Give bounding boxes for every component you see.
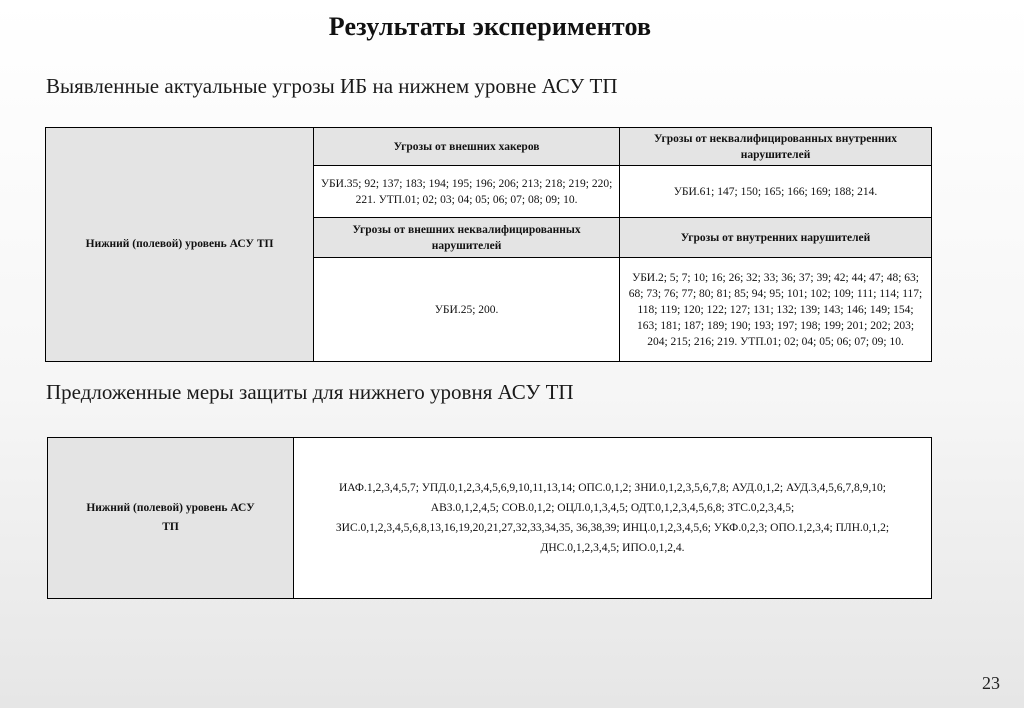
threats-heading: Выявленные актуальные угрозы ИБ на нижнем уровне АСУ ТП xyxy=(46,74,618,98)
value-unqualified-external: УБИ.25; 200. xyxy=(314,258,620,362)
page-number: 23 xyxy=(982,673,1000,693)
threats-table xyxy=(45,127,932,362)
value-external-hackers: УБИ.35; 92; 137; 183; 194; 195; 196; 206; 213; 218; 219; 220; 221. УТП.01; 02; 03; 04; 05; 06; 07; 08; 09; 10. xyxy=(314,166,620,218)
measures-heading: Предложенные меры защиты для нижнего уровня АСУ ТП xyxy=(46,380,574,404)
header-internal: Угрозы от внутренних нарушителей xyxy=(620,218,932,258)
value-unqualified-internal: УБИ.61; 147; 150; 165; 166; 169; 188; 214. xyxy=(620,166,932,218)
header-external-hackers: Угрозы от внешних хакеров xyxy=(314,128,620,166)
value-internal: УБИ.2; 5; 7; 10; 16; 26; 32; 33; 36; 37; 39; 42; 44; 47; 48; 63; 68; 73; 76; 77; 80; 81; 85; 94; 95; 101; 102; 109; 111; 114; 117; 118; 119; 120; 122; 127; 131; 132; 139; 143; 146; 149; 154; 163; 181; 187; 189; 190; 193; 197; 198; 199; 201; 202; 203; 204; 215; 216; 219. УТП.01; 02; 04; 05; 06; 07; 09; 10. xyxy=(620,258,932,362)
header-unqualified-external: Угрозы от внешних неквалифицированных нарушителей xyxy=(314,218,620,258)
measures-list: ИАФ.1,2,3,4,5,7; УПД.0,1,2,3,4,5,6,9,10,11,13,14; ОПС.0,1,2; ЗНИ.0,1,2,3,5,6,7,8; АУД.0,1,2; АУД.3,4,5,6,7,8,9,10; АВЗ.0,1,2,4,5; СОВ.0,1,2; ОЦЛ.0,1,3,4,5; ОДТ.0,1,2,3,4,5,6,8; ЗТС.0,2,3,4,5; ЗИС.0,1,2,3,4,5,6,8,13,16,19,20,21,27,32,33,34,35, 36,38,39; ИНЦ.0,1,2,3,4,5,6; УКФ.0,2,3; ОПО.1,2,3,4; ПЛН.0,1,2; ДНС.0,1,2,3,4,5; ИПО.0,1,2,4. xyxy=(294,438,932,599)
header-unqualified-internal: Угрозы от неквалифицированных внутренних нарушителей xyxy=(620,128,932,166)
measures-table xyxy=(47,437,932,599)
measures-row-label: Нижний (полевой) уровень АСУ ТП xyxy=(48,438,294,599)
slide-title: Результаты экспериментов xyxy=(328,12,652,41)
threats-row-label: Нижний (полевой) уровень АСУ ТП xyxy=(46,128,314,362)
